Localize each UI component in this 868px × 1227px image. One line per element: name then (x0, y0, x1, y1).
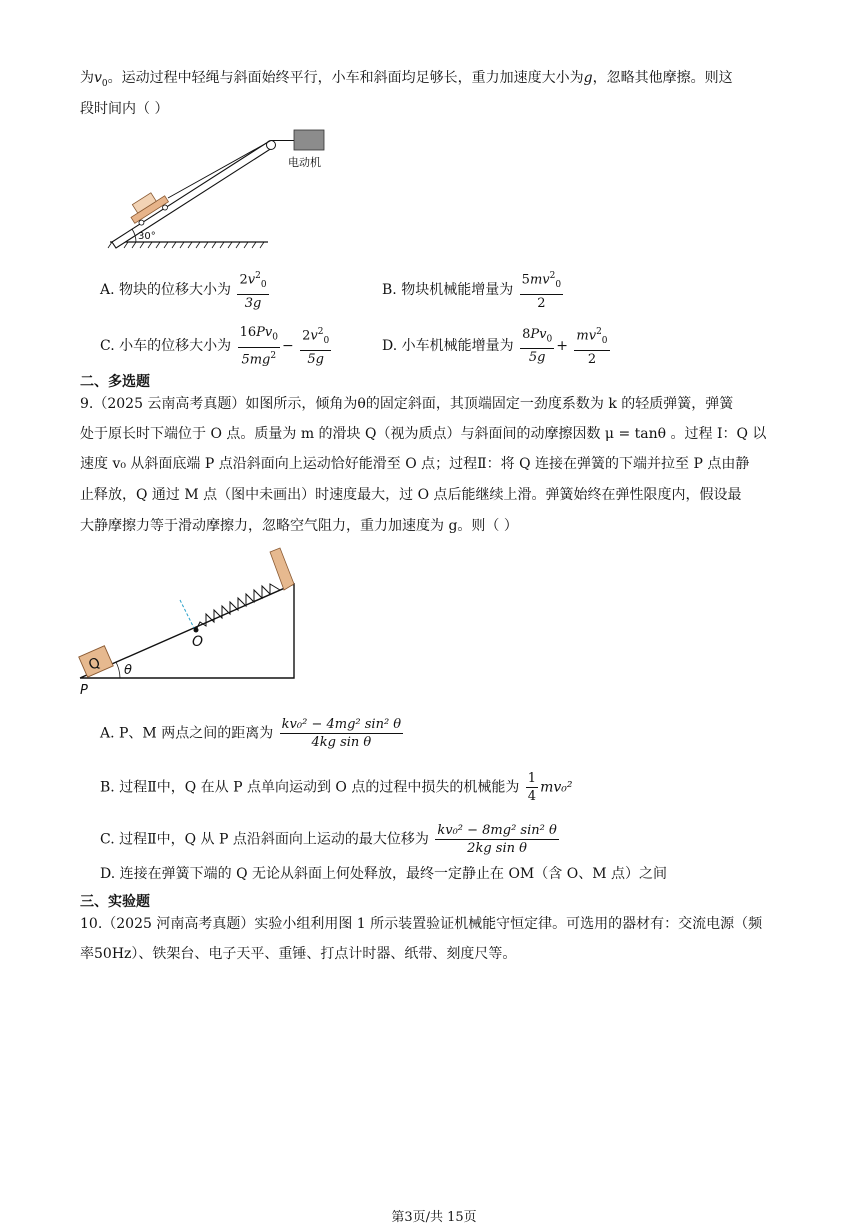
q9-stem-line4: 止释放，Q 通过 M 点（图中未画出）时速度最大，过 O 点后能继续上滑。弹簧始终在弹性限度内，假设最 (80, 487, 742, 503)
q9-stem-line2: 处于原长时下端位于 O 点。质量为 m 的滑块 Q（视为质点）与斜面间的动摩擦因数 μ = tanθ 。过程 Ⅰ：Q 以 (80, 426, 767, 442)
q9-option-d[interactable]: D. 连接在弹簧下端的 Q 无论从斜面上何处释放，最终一定静止在 OM（含 O、M 点）之间 (100, 866, 667, 882)
q9-option-a[interactable]: A. P、M 两点之间的距离为 $\frac{\text{kv₀² − 4mg² sin² θ}}{\text{4kg sin θ}}$ (100, 717, 402, 750)
section-multiple-choice: 二、多选题 (80, 374, 150, 390)
q10-stem-line1: 10.（2025 河南高考真题）实验小组利用图 1 所示装置验证机械能守恒定律。可选用的器材有：交流电源（频 (80, 916, 763, 932)
spring-incline-figure (76, 546, 298, 698)
page-number: 第3页/共 15页 (391, 1210, 477, 1225)
point-p-label: P (80, 683, 88, 698)
block-q-label: Q (86, 654, 103, 674)
motor-label: 电动机 (288, 156, 321, 169)
angle-theta-label: θ (124, 663, 132, 678)
q10-stem-line2: 率50Hz）、铁架台、电子天平、重锤、打点计时器、纸带、刻度尺等。 (80, 946, 517, 962)
q8-stem-line1: 为$v_0$。运动过程中轻绳与斜面始终平行，小车和斜面均足够长，重力加速度大小为g，忽略其他摩擦。则这 (80, 70, 733, 89)
q9-option-b[interactable]: B. 过程Ⅱ中，Q 在从 P 点单向运动到 O 点的过程中损失的机械能为 $\frac{1}{4}$ mv₀² (100, 771, 573, 804)
q9-option-c[interactable]: C. 过程Ⅱ中，Q 从 P 点沿斜面向上运动的最大位移为 $\frac{\text{kv₀² − 8mg² sin² θ}}{\text{2kg sin θ}}$ (100, 823, 557, 856)
section-experiment: 三、实验题 (80, 894, 150, 910)
point-o-label: O (192, 634, 204, 650)
q9-stem-line1: 9.（2025 云南高考真题）如图所示，倾角为θ的固定斜面，其顶端固定一劲度系数为 k 的轻质弹簧，弹簧 (80, 396, 734, 412)
q8-stem-line2: 段时间内（ ） (80, 101, 169, 117)
q8-option-c[interactable]: C. 小车的位移大小为 $\frac{16Pv_0}{5mg^2}$ − $\frac{2v^2_0}{5g}$ (100, 325, 330, 367)
q8-option-d[interactable]: D. 小车机械能增量为 $\frac{8Pv_0}{5g}$ + $\frac{mv^2_0}{2}$ (382, 324, 612, 368)
angle-label: 30° (138, 231, 156, 242)
q9-stem-line3: 速度 v₀ 从斜面底端 P 点沿斜面向上运动恰好能滑至 O 点；过程Ⅱ：将 Q 连接在弹簧的下端并拉至 P 点由静 (80, 456, 750, 472)
incline-motor-figure (78, 126, 321, 254)
q9-stem-line5: 大静摩擦力等于滑动摩擦力，忽略空气阻力，重力加速度为 g。则（ ） (80, 518, 518, 534)
q8-option-b[interactable]: B. 物块机械能增量为 $\frac{5mv^2_0}{2}$ (382, 268, 565, 312)
q8-option-a[interactable]: A. 物块的位移大小为 $\frac{2v^2_0}{3g}$ (100, 268, 271, 312)
